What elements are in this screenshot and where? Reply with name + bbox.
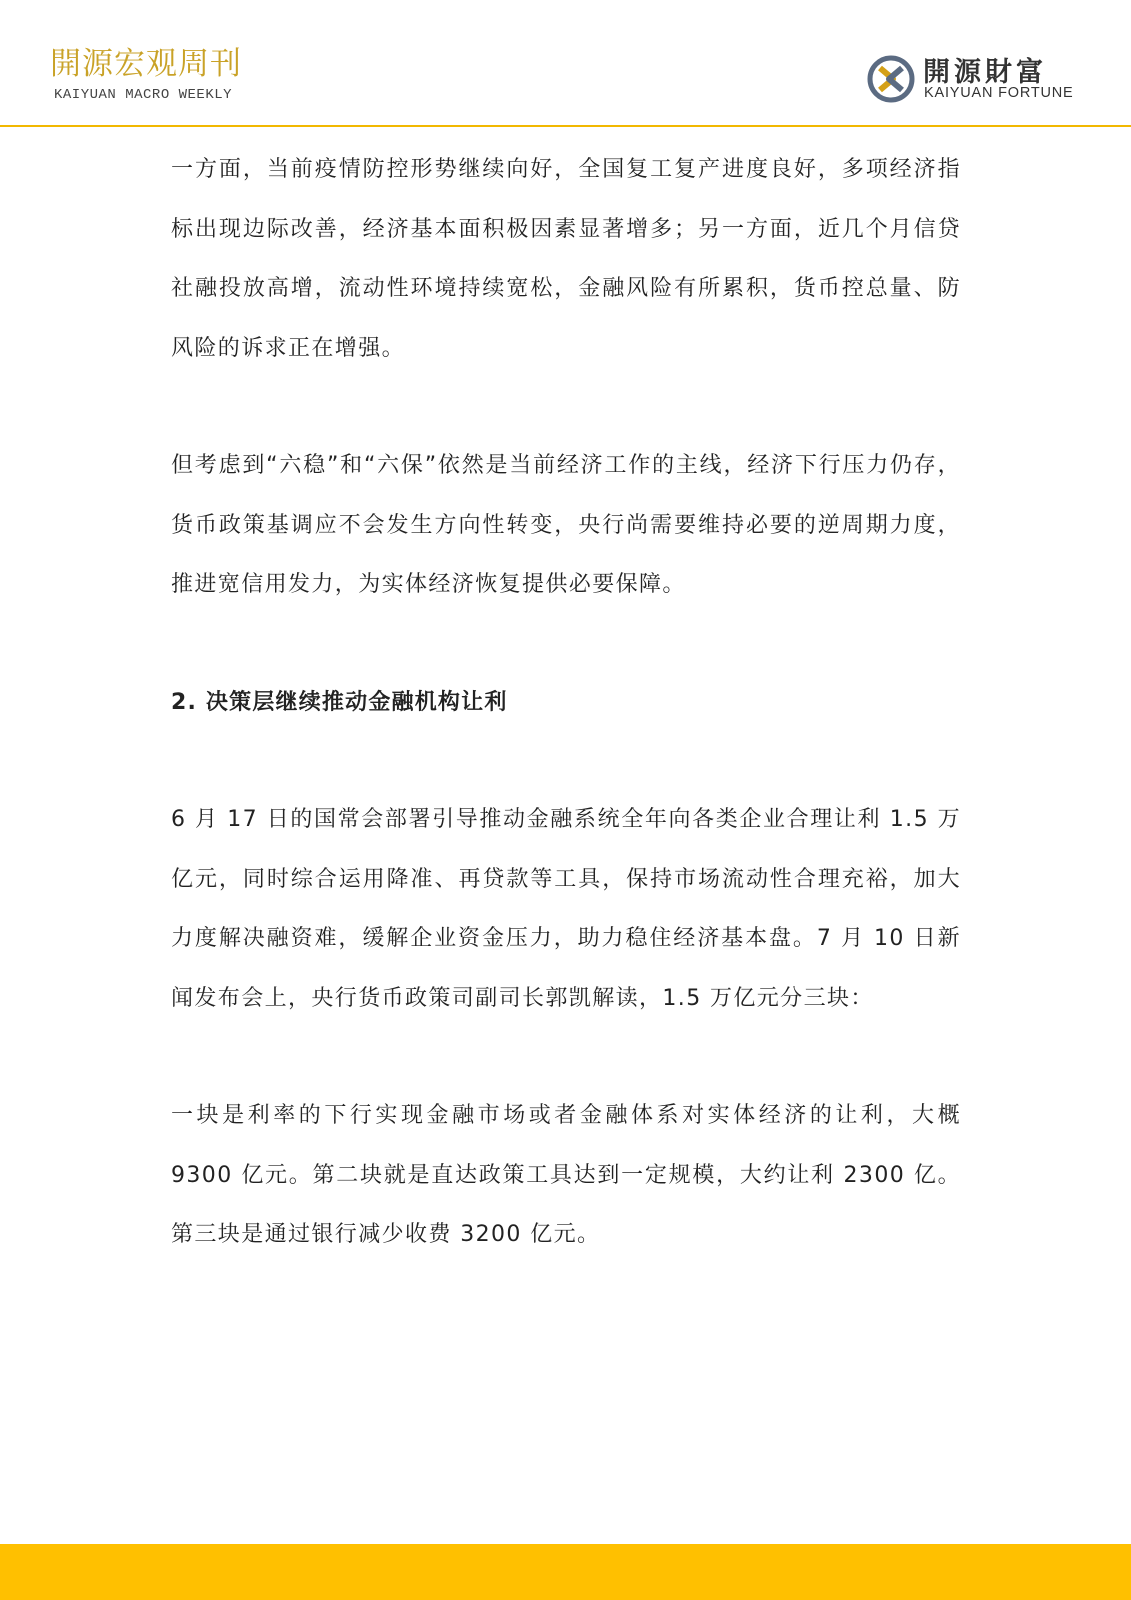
paragraph-1: 一方面，当前疫情防控形势继续向好，全国复工复产进度良好，多项经济指标出现边际改善，经济基本面积极因素显著增多；另一方面，近几个月信贷社融投放高增，流动性环境持续宽松，金融风险有所累积，货币控总量、防风险的诉求正在增强。 <box>171 157 961 361</box>
logo-english-name: KAIYUAN FORTUNE <box>924 85 1074 101</box>
publication-subtitle: KAIYUAN MACRO WEEKLY <box>54 87 233 103</box>
publication-title: 開源宏观周刊 <box>50 46 242 82</box>
paragraph-spacer <box>171 1028 961 1086</box>
paragraph-spacer <box>171 732 961 790</box>
page-header <box>0 0 1131 127</box>
paragraph-3: 6 月 17 日的国常会部署引导推动金融系统全年向各类企业合理让利 1.5 万亿元，同时综合运用降准、再贷款等工具，保持市场流动性合理充裕，加大力度解决融资难，缓解企业资金压力，助力稳住经济基本盘。7 月 10 日新闻发布会上，央行货币政策司副司长郭凯解读，1.5 万亿元分三块： <box>171 807 961 1011</box>
paragraph-4: 一块是利率的下行实现金融市场或者金融体系对实体经济的让利，大概 9300 亿元。第二块就是直达政策工具达到一定规模，大约让利 2300 亿。第三块是通过银行减少收费 3200 亿元。 <box>171 1103 961 1247</box>
paragraph-spacer <box>171 378 961 436</box>
section-heading: 2. 决策层继续推动金融机构让利 <box>171 689 508 715</box>
footer-bar <box>0 1544 1131 1600</box>
company-logo <box>866 50 1096 106</box>
kaiyuan-logo-icon <box>866 54 916 104</box>
paragraph-spacer <box>171 615 961 673</box>
paragraph-2: 但考虑到“六稳”和“六保”依然是当前经济工作的主线，经济下行压力仍存，货币政策基调应不会发生方向性转变，央行尚需要维持必要的逆周期力度，推进宽信用发力，为实体经济恢复提供必要保障。 <box>171 453 961 597</box>
logo-chinese-name: 開源財富 <box>923 57 1047 88</box>
document-body <box>171 140 961 1265</box>
